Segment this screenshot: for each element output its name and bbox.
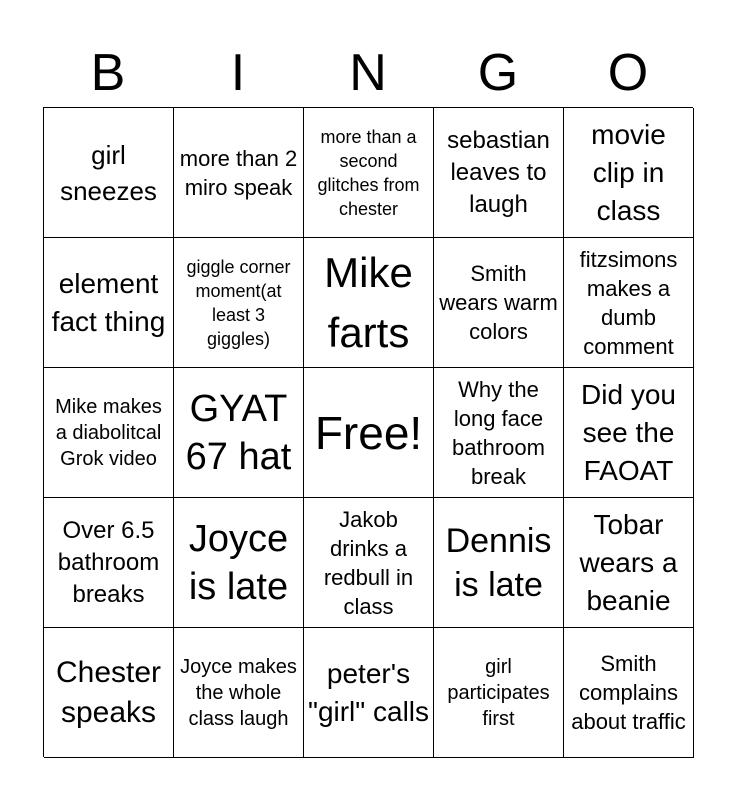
cell-text: Why the long face bathroom break [452,376,545,489]
bingo-cell-r3-c4[interactable] [434,368,564,498]
bingo-cell-r3-c1[interactable] [44,368,174,498]
bingo-cell-r1-c3[interactable] [304,108,434,238]
cell-text: more than 2 miro speak [179,145,298,200]
cell-text: Mike makes a diabolitcal Grok video [55,395,162,470]
header-letter-o: O [607,44,649,102]
cell-text: peter's "girl" calls [308,657,430,727]
bingo-cell-r4-c5[interactable] [564,498,694,628]
cell-text: Over 6.5 bathroom breaks [57,516,160,608]
header-letter-g: G [477,44,519,102]
cell-text: Did you see the FAOAT [581,378,676,486]
cell-text: element fact thing [51,267,166,337]
bingo-cell-r4-c2[interactable] [174,498,304,628]
bingo-cell-r4-c1[interactable] [44,498,174,628]
bingo-cell-r3-c3[interactable] [304,368,434,498]
header-letter-i: I [230,44,246,102]
cell-text: Chester speaks [55,655,162,729]
bingo-cell-r4-c3[interactable] [304,498,434,628]
bingo-card [43,107,693,757]
bingo-cell-r2-c2[interactable] [174,238,304,368]
cell-text: Smith complains about traffic [571,651,686,734]
cell-text: girl participates first [447,655,550,730]
cell-text: Dennis is late [445,521,552,604]
cell-text: Tobar wears a beanie [579,508,678,616]
bingo-cell-r3-c5[interactable] [564,368,694,498]
bingo-cell-r1-c1[interactable] [44,108,174,238]
bingo-cell-r2-c3[interactable] [304,238,434,368]
bingo-cell-r5-c4[interactable] [434,628,564,758]
cell-text: sebastian leaves to laugh [447,126,550,218]
cell-text: Jakob drinks a redbull in class [323,506,414,619]
cell-text: giggle corner moment(at least 3 giggles) [186,256,291,349]
bingo-cell-r2-c5[interactable] [564,238,694,368]
cell-text: fitzsimons makes a dumb comment [579,246,678,359]
cell-text: Mike farts [324,248,413,356]
free-space: Free! [314,406,423,459]
bingo-cell-r5-c1[interactable] [44,628,174,758]
cell-text: Smith wears warm colors [439,261,558,344]
cell-text: Joyce is late [188,517,289,608]
cell-text: Joyce makes the whole class laugh [180,655,297,730]
cell-text: more than a second glitches from chester [317,126,420,219]
bingo-cell-r4-c4[interactable] [434,498,564,628]
header-letter-n: N [349,44,387,102]
bingo-cell-r1-c5[interactable] [564,108,694,238]
bingo-cell-r5-c2[interactable] [174,628,304,758]
cell-text: movie clip in class [591,118,666,226]
bingo-cell-r2-c4[interactable] [434,238,564,368]
cell-text: girl sneezes [60,139,157,206]
cell-text: GYAT 67 hat [185,387,292,478]
bingo-cell-r1-c4[interactable] [434,108,564,238]
bingo-cell-r2-c1[interactable] [44,238,174,368]
bingo-cell-r1-c2[interactable] [174,108,304,238]
bingo-cell-r5-c5[interactable] [564,628,694,758]
header-letter-b: B [90,44,126,102]
bingo-header [43,38,693,108]
bingo-cell-r5-c3[interactable] [304,628,434,758]
bingo-cell-r3-c2[interactable] [174,368,304,498]
